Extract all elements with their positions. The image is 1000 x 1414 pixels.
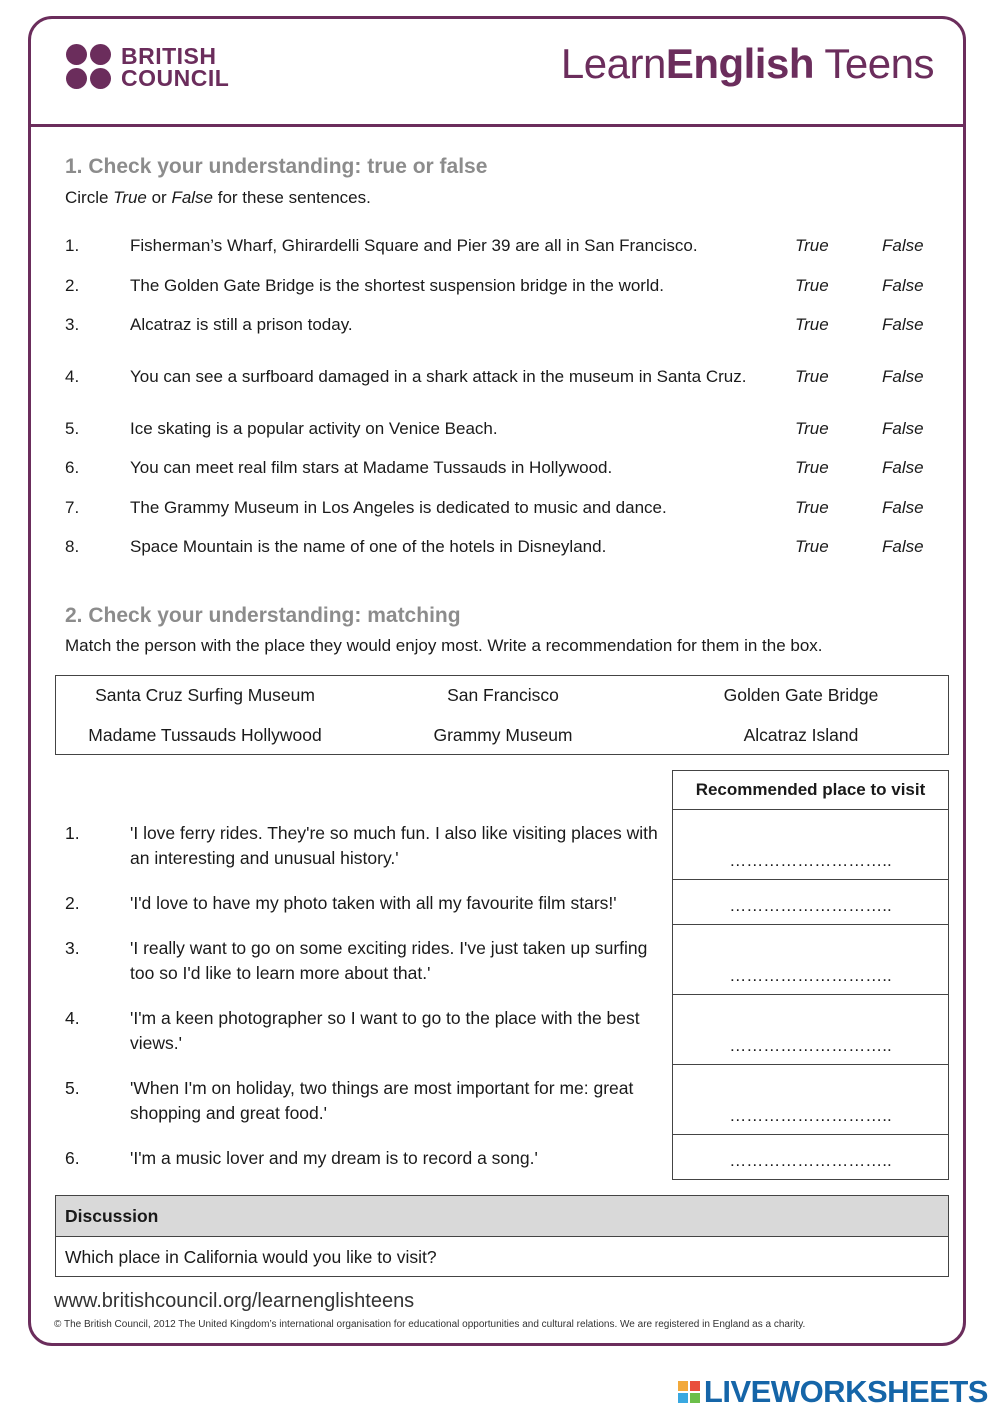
section2-title: 2. Check your understanding: matching (65, 604, 461, 627)
tf-statement: The Grammy Museum in Los Angeles is dedicated to music and dance. (130, 498, 667, 517)
quote-text: 'I'm a music lover and my dream is to record a song.' (130, 1148, 538, 1168)
let-learn: Learn (560, 40, 666, 87)
answer-blank[interactable]: ……………………….. (673, 1065, 948, 1135)
tf-number: 8. (65, 537, 80, 556)
discussion-title: Discussion (56, 1196, 948, 1237)
tf-row (65, 266, 945, 306)
quote-number: 5. (65, 1078, 80, 1098)
tf-statement: The Golden Gate Bridge is the shortest suspension bridge in the world. (130, 276, 664, 295)
answer-blank[interactable]: ……………………….. (673, 810, 948, 880)
tf-number: 2. (65, 276, 80, 295)
recommendation-table (672, 770, 949, 1180)
answer-blank[interactable]: ……………………….. (673, 995, 948, 1065)
header-divider (28, 124, 966, 127)
tf-row (65, 448, 945, 488)
footer-url[interactable]: www.britishcouncil.org/learnenglishteens (54, 1290, 415, 1312)
section1-title: 1. Check your understanding: true or false (65, 155, 488, 178)
liveworksheets-icon (678, 1381, 700, 1403)
tf-statement: You can meet real film stars at Madame Tussauds in Hollywood. (130, 458, 613, 477)
false-option[interactable]: False (882, 498, 924, 517)
british-council-dots-icon (66, 44, 111, 89)
true-option[interactable]: True (795, 537, 829, 556)
false-option[interactable]: False (882, 367, 924, 386)
tf-statement: Alcatraz is still a prison today. (130, 315, 353, 334)
liveworksheets-text: LIVEWORKSHEETS (703, 1374, 988, 1409)
places-box (55, 675, 949, 755)
quote-text: 'I'm a keen photographer so I want to go to the place with the best views.' (130, 1008, 640, 1053)
false-option[interactable]: False (882, 315, 924, 334)
false-option[interactable]: False (882, 537, 924, 556)
true-option[interactable]: True (795, 458, 829, 477)
false-option[interactable]: False (882, 236, 924, 255)
answer-blank[interactable]: ……………………….. (729, 1151, 892, 1170)
tf-number: 7. (65, 498, 80, 517)
true-option[interactable]: True (795, 315, 829, 334)
place-option: Golden Gate Bridge (723, 685, 879, 705)
tf-row (65, 305, 945, 345)
recommendation-header: Recommended place to visit (673, 771, 948, 810)
answer-blank[interactable]: ……………………….. (673, 925, 948, 995)
tf-statement: Fisherman’s Wharf, Ghirardelli Square and Pier 39 are all in San Francisco. (130, 236, 698, 255)
quote-number: 1. (65, 823, 80, 843)
learnenglish-teens-logo (561, 40, 934, 88)
tf-row (65, 350, 945, 404)
true-option[interactable]: True (795, 276, 829, 295)
place-option: Santa Cruz Surfing Museum (95, 685, 315, 705)
tf-number: 1. (65, 236, 80, 255)
true-option[interactable]: True (795, 367, 829, 386)
place-option: San Francisco (447, 685, 559, 705)
tf-statement: Ice skating is a popular activity on Venice Beach. (130, 419, 498, 438)
true-option[interactable]: True (795, 498, 829, 517)
tf-number: 4. (65, 367, 80, 386)
tf-row (65, 226, 945, 266)
quote-number: 3. (65, 938, 80, 958)
false-option[interactable]: False (882, 419, 924, 438)
tf-row (65, 409, 945, 449)
place-option: Alcatraz Island (743, 725, 859, 745)
discussion-box (55, 1195, 949, 1277)
tf-statement: Space Mountain is the name of one of the hotels in Disneyland. (130, 537, 607, 556)
true-option[interactable]: True (795, 236, 829, 255)
false-option[interactable]: False (882, 458, 924, 477)
british-council-logo (66, 44, 229, 89)
tf-row (65, 488, 945, 528)
tf-number: 5. (65, 419, 80, 438)
quote-number: 2. (65, 893, 80, 913)
place-option: Madame Tussauds Hollywood (88, 725, 322, 745)
liveworksheets-logo (678, 1374, 988, 1410)
quote-number: 4. (65, 1008, 80, 1028)
let-english: English (665, 40, 814, 87)
quote-text: 'I love ferry rides. They're so much fun. I also like visiting places with an interesting and unusual history.' (130, 823, 658, 868)
quote-number: 6. (65, 1148, 80, 1168)
true-option[interactable]: True (795, 419, 829, 438)
tf-number: 6. (65, 458, 80, 477)
discussion-question: Which place in California would you like to visit? (65, 1246, 437, 1267)
bc-line2: COUNCIL (121, 64, 230, 91)
bc-line1: BRITISH (121, 42, 217, 69)
quote-text: 'I really want to go on some exciting rides. I've just taken up surfing too so I'd like to learn more about that.' (130, 938, 648, 983)
section1-instructions: Circle True or False for these sentences. (65, 188, 371, 207)
footer-copyright: © The British Council, 2012 The United Kingdom’s international organisation for educational opportunities and cultural relations. We are registered in England as a charity. (54, 1319, 806, 1330)
false-option[interactable]: False (882, 276, 924, 295)
section2-instructions: Match the person with the place they would enjoy most. Write a recommendation for them in the box. (65, 636, 823, 655)
quote-text: 'I'd love to have my photo taken with all my favourite film stars!' (130, 893, 617, 913)
place-option: Grammy Museum (433, 725, 573, 745)
tf-statement: You can see a surfboard damaged in a shark attack in the museum in Santa Cruz. (130, 367, 747, 386)
quote-text: 'When I'm on holiday, two things are most important for me: great shopping and great food.' (130, 1078, 634, 1123)
answer-blank[interactable]: ……………………….. (673, 880, 948, 925)
let-teens: Teens (814, 40, 934, 87)
tf-row (65, 527, 945, 567)
tf-number: 3. (65, 315, 80, 334)
